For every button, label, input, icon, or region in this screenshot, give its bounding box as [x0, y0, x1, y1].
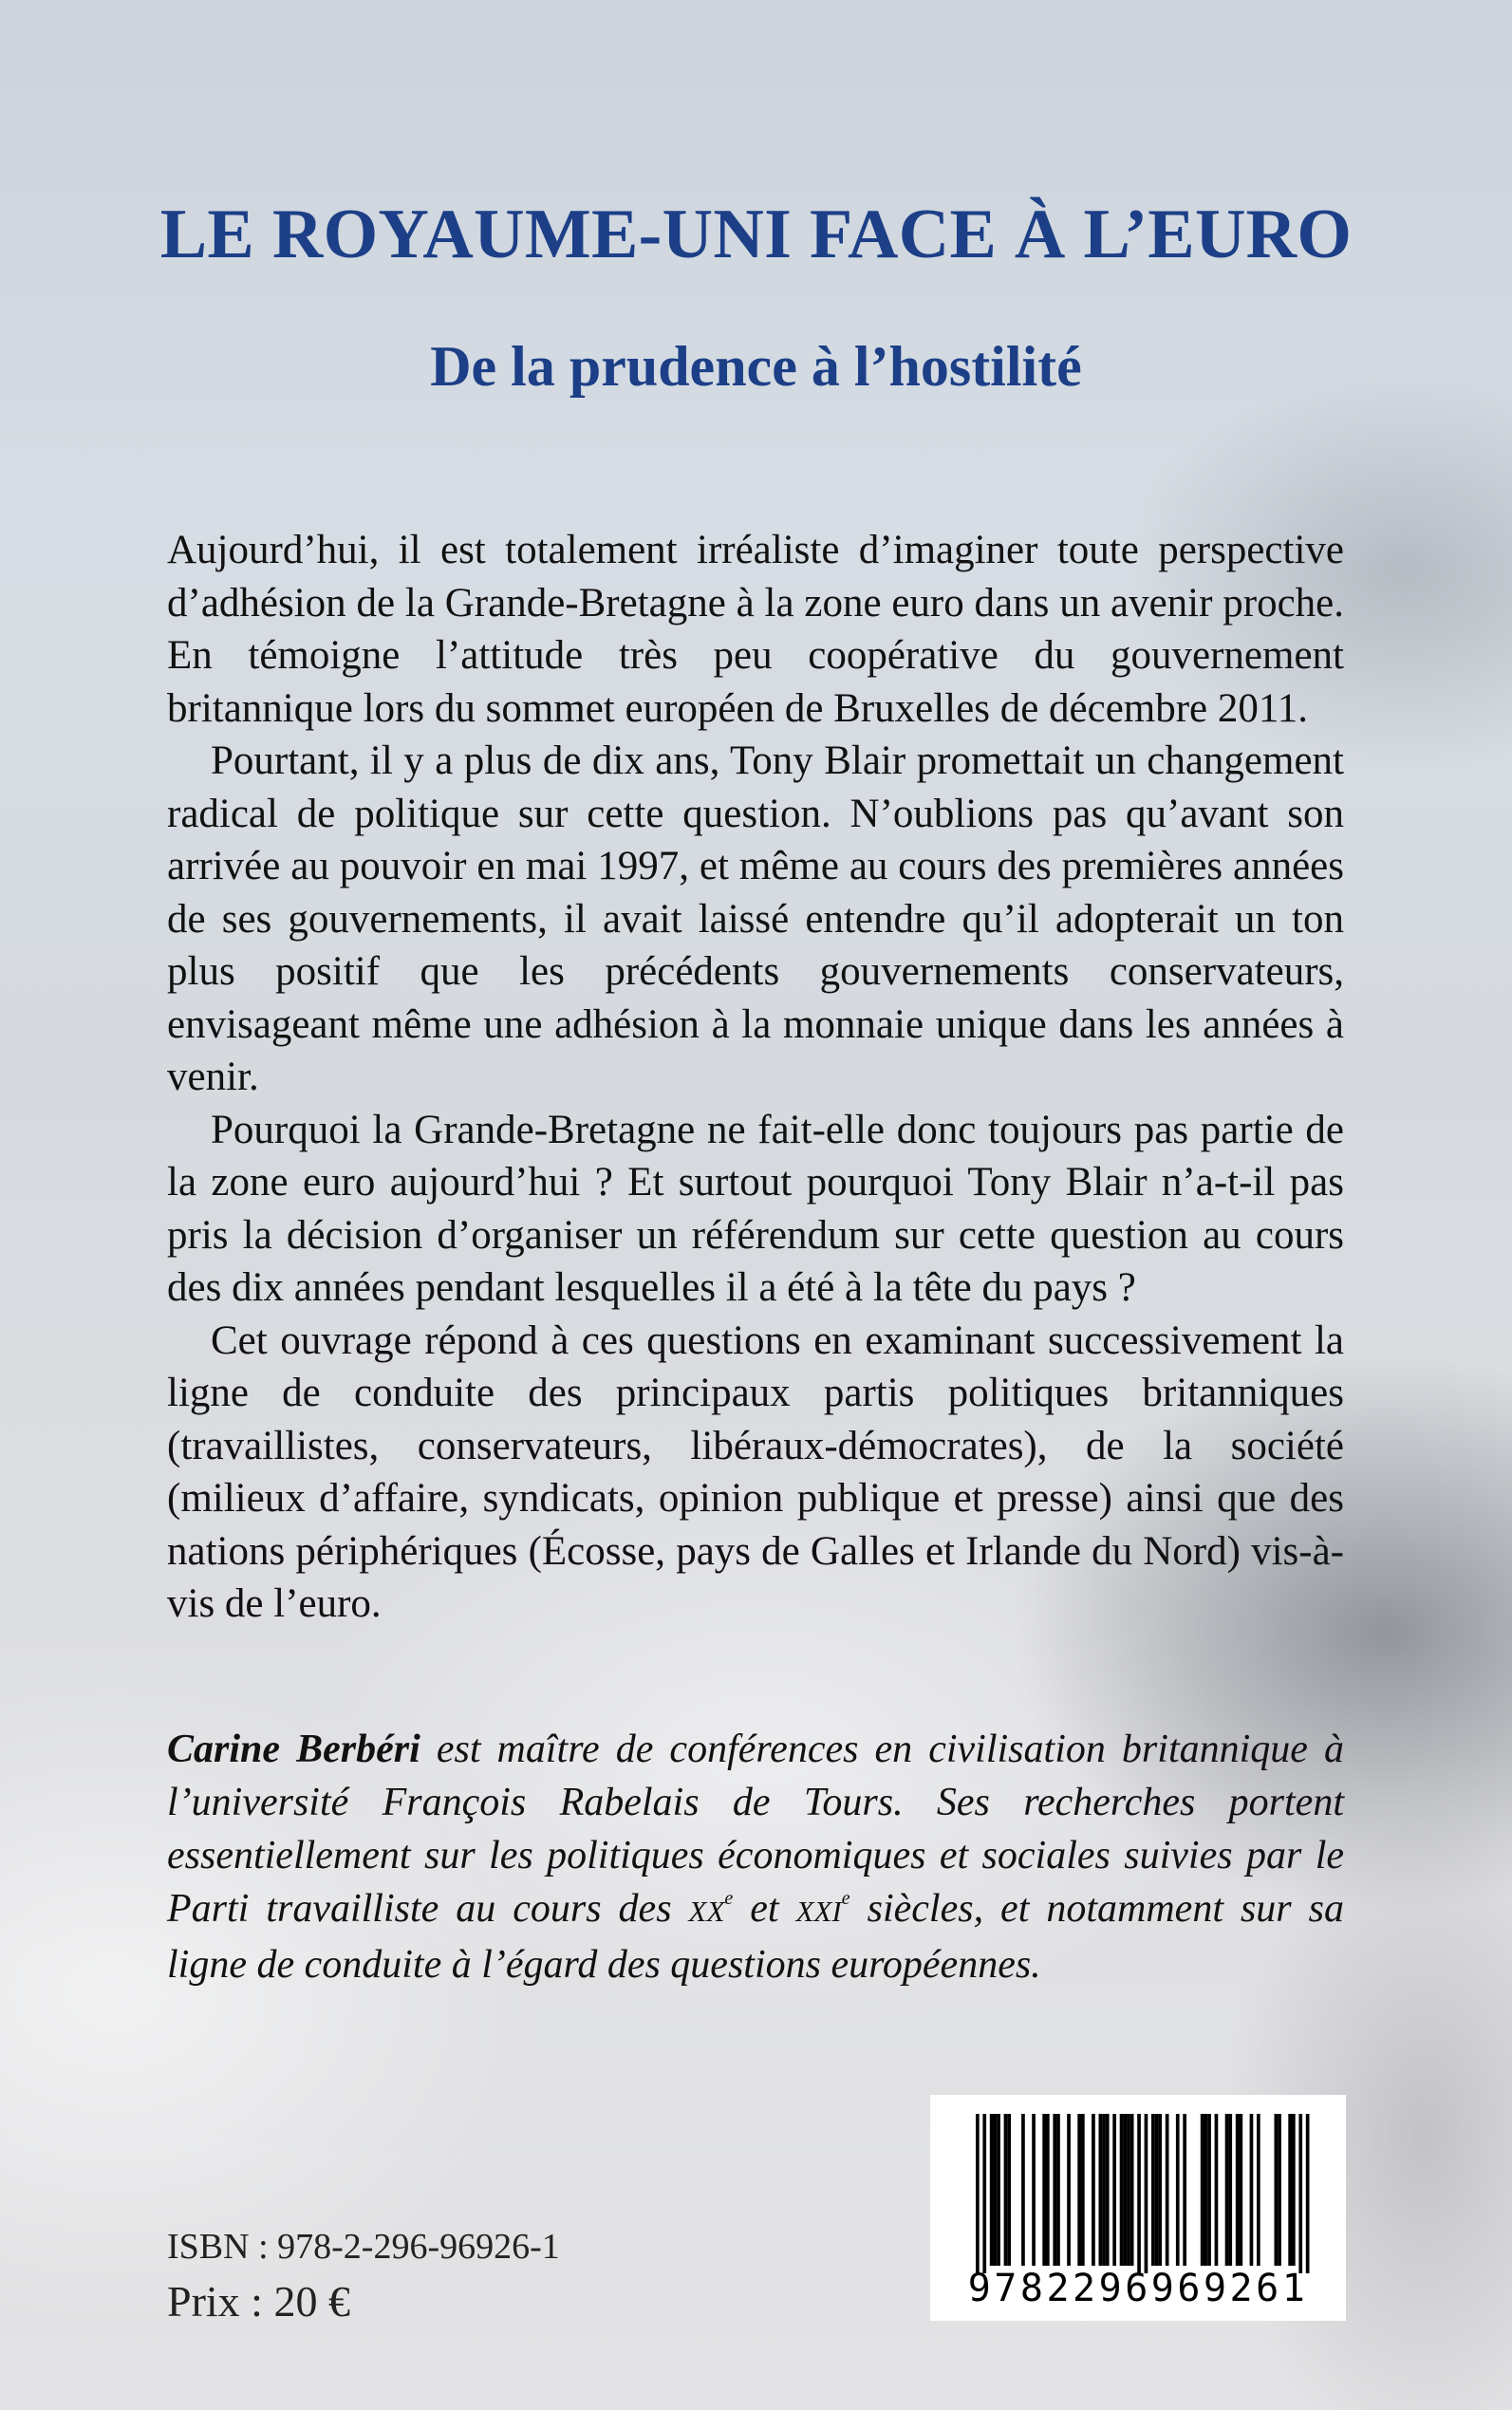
barcode-bar	[1228, 2114, 1232, 2266]
author-bio	[167, 1723, 1344, 1991]
barcode-bar	[990, 2114, 994, 2266]
barcode-bar	[1130, 2114, 1134, 2266]
barcode-bar	[1120, 2114, 1124, 2266]
barcode-bar	[1151, 2114, 1155, 2266]
barcode-bar	[1207, 2114, 1211, 2266]
barcode-bar	[1215, 2114, 1219, 2266]
barcode-digits: 9782296969261	[967, 2267, 1309, 2310]
blurb-paragraph: Cet ouvrage répond à ces questions en examinant successivement la ligne de conduite des principaux partis politiques britanniques (travaillistes, conservateurs, libéraux-démocrates), de la société (milieux d’affaire, syndicats, opinion publique et presse) ainsi que des nations périphériques (Écosse, pays de Galles et Irlande du Nord) vis-à-vis de l’euro.	[167, 1317, 1344, 1626]
barcode-bar	[1042, 2114, 1046, 2266]
barcode-bar	[1081, 2114, 1085, 2266]
author-name: Carine Berbéri	[167, 1728, 420, 1771]
barcode-bar	[1092, 2114, 1095, 2266]
barcode-bar	[1032, 2114, 1036, 2266]
barcode-bar	[1077, 2114, 1081, 2266]
barcode-bar	[1292, 2114, 1296, 2266]
barcode-bar	[994, 2114, 998, 2266]
barcode-bar	[1158, 2114, 1162, 2266]
isbn-label: ISBN : 978-2-296-96926-1	[167, 2227, 560, 2267]
blurb-paragraph: Pourquoi la Grande-Bretagne ne fait-elle donc toujours pas partie de la zone euro aujourd’hui ? Et surtout pourquoi Tony Blair n’a-t-il pas pris la décision d’organiser un référendum sur cette question au cours des dix années pendant lesquelles il a été à la tête du pays ?	[167, 1107, 1344, 1310]
barcode-bar	[1240, 2114, 1243, 2266]
barcode-bar	[976, 2114, 980, 2273]
book-subtitle: De la prudence à l’hostilité	[430, 335, 1082, 398]
barcode-bar	[1275, 2114, 1279, 2266]
author-bio-text-end: siècles, et notamment sur sa ligne de conduite à l’égard des questions européennes.	[167, 1887, 1344, 1987]
barcode-bar	[1099, 2114, 1103, 2266]
barcode-bar	[1021, 2114, 1025, 2266]
century-suffix: e	[841, 1888, 850, 1909]
barcode	[930, 2095, 1346, 2321]
author-bio-text: est maître de conférences en civilisation britannique à l’université François Rabelais de Tours. Ses recherches portent essentiellement sur les politiques économiques et sociales suivies par le Parti travailliste au cours des	[167, 1728, 1344, 1931]
barcode-bar	[1123, 2114, 1127, 2266]
barcode-bar	[1046, 2114, 1050, 2266]
barcode-bar	[1201, 2114, 1204, 2266]
barcode-bar	[982, 2114, 986, 2273]
barcode-bar	[1306, 2114, 1310, 2273]
barcode-bar	[1250, 2114, 1254, 2266]
century-twenty: XX	[688, 1895, 725, 1928]
barcode-bar	[1056, 2114, 1060, 2266]
century-twenty-one: XXI	[795, 1895, 842, 1928]
back-cover-blurb	[167, 524, 1344, 1631]
author-bio-and: et	[733, 1887, 796, 1931]
barcode-bar	[1176, 2114, 1180, 2266]
book-title: LE ROYAUME-UNI FACE À L’EURO	[159, 196, 1353, 273]
barcode-bar	[1102, 2114, 1106, 2266]
barcode-bar	[1166, 2114, 1169, 2266]
barcode-bar	[1278, 2114, 1281, 2266]
price-label: Prix : 20 €	[167, 2277, 350, 2326]
barcode-bar	[997, 2114, 1000, 2266]
blurb-paragraph: Pourtant, il y a plus de dix ans, Tony Blair promettait un changement radical de politique sur cette question. N’oublions pas qu’avant son arrivée au pouvoir en mai 1997, et même au cours des premières années de ses gouvernements, il avait laissé entendre qu’il adopterait un ton plus positif que les précédents gouvernements conservateurs, envisageant même une adhésion à la monnaie unique dans les années à venir.	[167, 738, 1344, 1099]
blurb-paragraph: Aujourd’hui, il est totalement irréaliste d’imaginer toute perspective d’adhésion de la Grande-Bretagne à la zone euro dans un avenir proche. En témoigne l’attitude très peu coopérative du gouvernement britannique lors du sommet européen de Bruxelles de décembre 2011.	[167, 528, 1344, 731]
barcode-bar	[1183, 2114, 1186, 2266]
barcode-bar	[1004, 2114, 1008, 2266]
barcode-bar	[1155, 2114, 1159, 2266]
barcode-bar	[1145, 2114, 1148, 2273]
barcode-bar	[1067, 2114, 1071, 2266]
barcode-bar	[1257, 2114, 1260, 2266]
barcode-bar	[1298, 2114, 1302, 2273]
barcode-bar	[1204, 2114, 1208, 2266]
barcode-bar	[1053, 2114, 1056, 2266]
barcode-bar	[1112, 2114, 1116, 2266]
barcode-bar	[1288, 2114, 1292, 2266]
century-suffix: e	[724, 1888, 734, 1909]
barcode-bar	[1225, 2114, 1229, 2266]
barcode-bar	[1127, 2114, 1130, 2266]
barcode-bar	[1236, 2114, 1240, 2266]
barcode-bar	[1106, 2114, 1110, 2266]
barcode-bar	[1137, 2114, 1141, 2273]
barcode-bar	[1007, 2114, 1011, 2266]
